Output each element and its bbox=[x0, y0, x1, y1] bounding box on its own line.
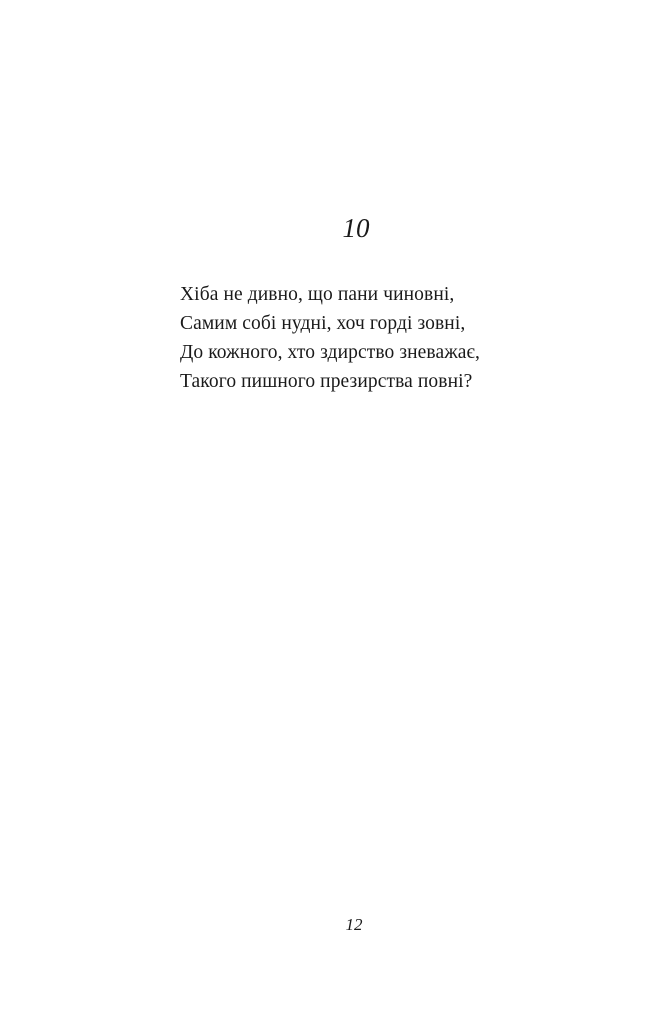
poem-line: Хіба не дивно, що пани чиновні, bbox=[180, 284, 455, 305]
poem-stanza bbox=[180, 280, 600, 396]
poem-line: До кожного, хто здирство зневажає, bbox=[180, 342, 481, 363]
poem-line: Самим собі нудні, хоч горді зовні, bbox=[180, 313, 466, 334]
page-number: 12 bbox=[345, 915, 363, 934]
poem-line: Такого пишного презирства повні? bbox=[180, 371, 473, 392]
poem-number: 10 bbox=[342, 213, 370, 243]
